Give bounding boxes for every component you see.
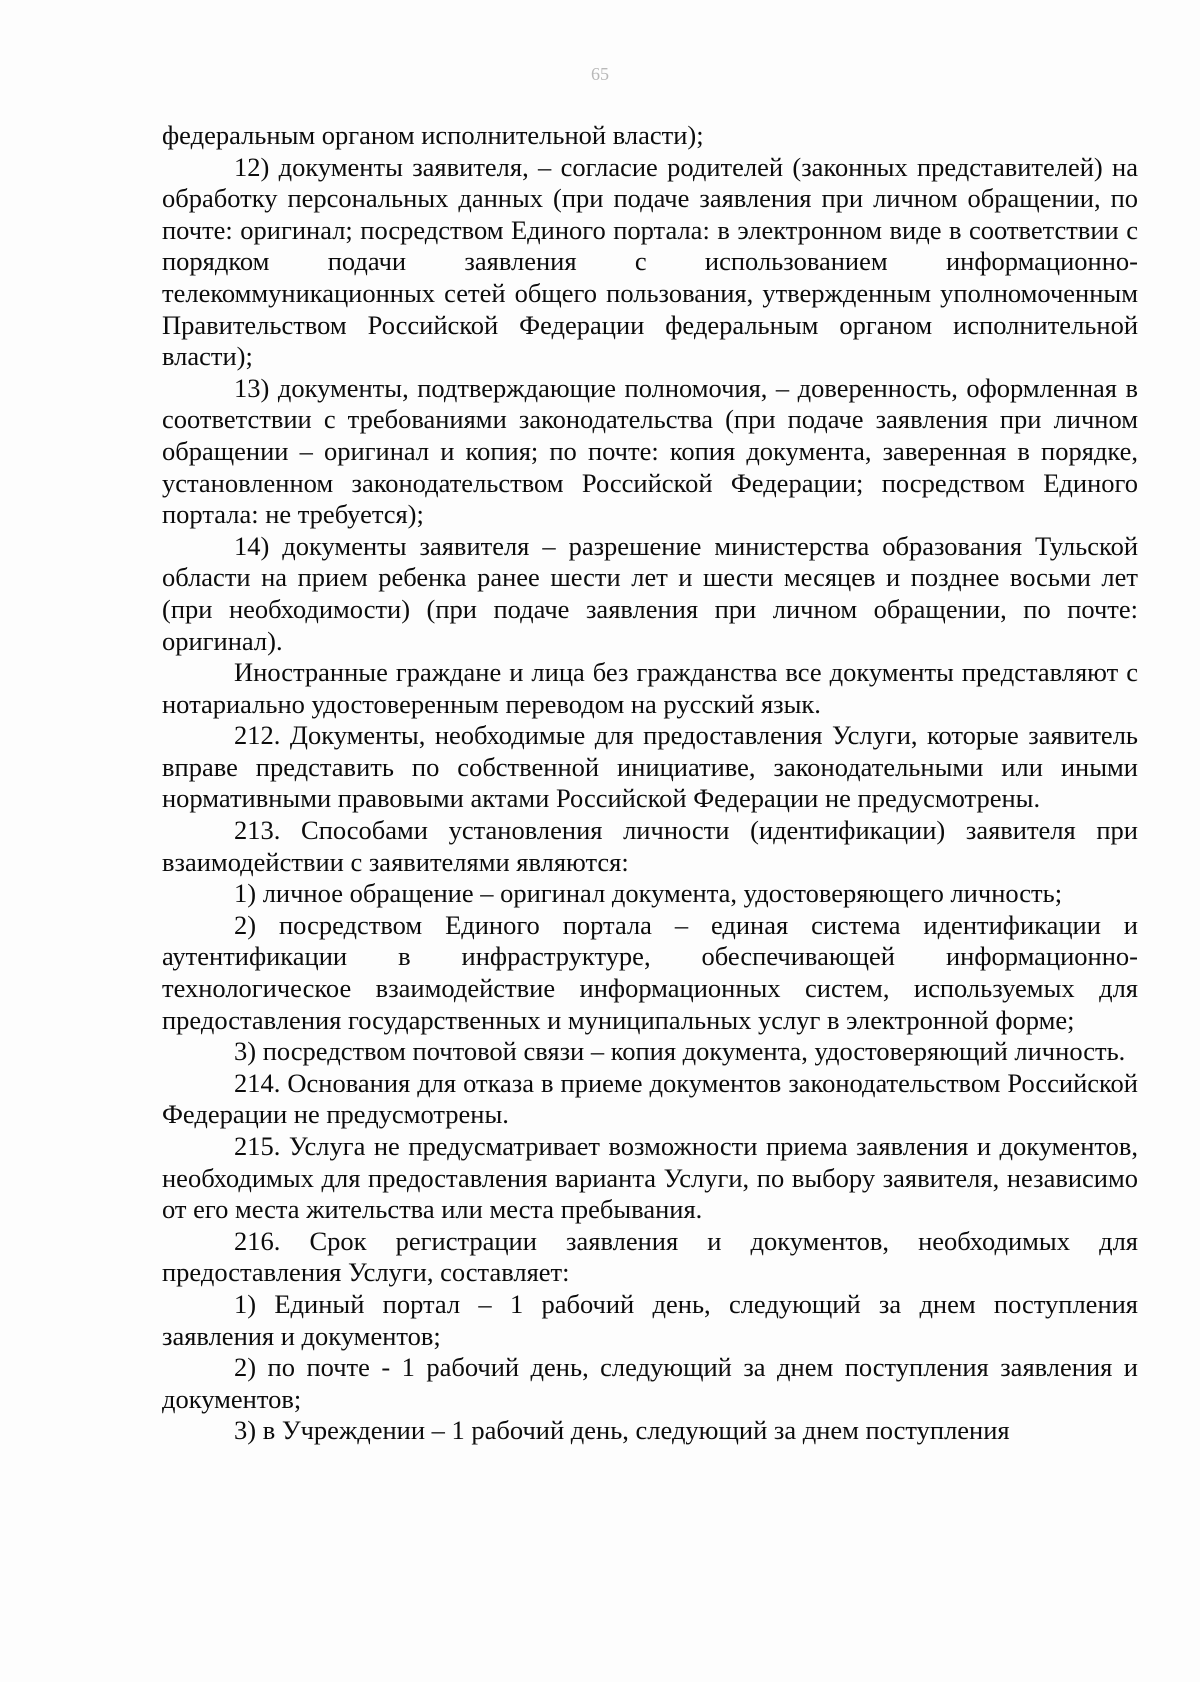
paragraph-item-12: 12) документы заявителя, – согласие родителей (законных представителей) на обработку персональных данных (при подаче заявления при личном обращении, по почте: оригинал; посредством Единого портала: в электронном виде в соответствии с порядком подачи заявления с использованием информационно-телекоммуникационных сетей общего пользования, утвержденным уполномоченным Правительством Российской Федерации федеральным органом исполнительной власти);	[162, 151, 1138, 372]
paragraph-214: 214. Основания для отказа в приеме документов законодательством Российской Федерации не предусмотрены.	[162, 1067, 1138, 1130]
paragraph-216-item-3: 3) в Учреждении – 1 рабочий день, следующий за днем поступления	[234, 1415, 1010, 1446]
paragraph-216-item-2: 2) по почте - 1 рабочий день, следующий за днем поступления заявления и документов;	[162, 1352, 1138, 1414]
page-number: 65	[591, 64, 609, 84]
paragraph-213-item-1: 1) личное обращение – оригинал документа, удостоверяющего личность;	[234, 878, 1063, 909]
paragraph-213-item-2: 2) посредством Единого портала – единая система идентификации и аутентификации в инфраструктуре, обеспечивающей информационно-технологическое взаимодействие информационных систем, используемых для предоставления государственных и муниципальных услуг в электронной форме;	[162, 909, 1138, 1035]
paragraph-215: 215. Услуга не предусматривает возможности приема заявления и документов, необходимых для предоставления варианта Услуги, по выбору заявителя, независимо от его места жительства или места пребывания.	[162, 1131, 1138, 1225]
paragraph-continuation: федеральным органом исполнительной власти);	[162, 120, 704, 150]
paragraph-foreign-citizens: Иностранные граждане и лица без гражданства все документы представляют с нотариально удостоверенным переводом на русский язык.	[162, 657, 1138, 719]
paragraph-213-item-3: 3) посредством почтовой связи – копия документа, удостоверяющий личность.	[234, 1036, 1126, 1067]
paragraph-216-item-1: 1) Единый портал – 1 рабочий день, следующий за днем поступления заявления и документов;	[162, 1288, 1138, 1351]
document-body	[162, 120, 1138, 1447]
paragraph-212: 212. Документы, необходимые для предоставления Услуги, которые заявитель вправе представить по собственной инициативе, законодательными или иными нормативными правовыми актами Российской Федерации не предусмотрены.	[162, 720, 1138, 814]
paragraph-216: 216. Срок регистрации заявления и документов, необходимых для предоставления Услуги, составляет:	[162, 1225, 1138, 1288]
paragraph-213: 213. Способами установления личности (идентификации) заявителя при взаимодействии с заявителями являются:	[162, 815, 1138, 877]
paragraph-item-14: 14) документы заявителя – разрешение министерства образования Тульской области на прием ребенка ранее шести лет и шести месяцев и позднее восьми лет (при необходимости) (при подаче заявления при личном обращении, по почте: оригинал).	[162, 530, 1138, 656]
paragraph-item-13: 13) документы, подтверждающие полномочия, – доверенность, оформленная в соответствии с требованиями законодательства (при подаче заявления при личном обращении – оригинал и копия; по почте: копия документа, заверенная в порядке, установленном законодательством Российской Федерации; посредством Единого портала: не требуется);	[162, 372, 1138, 530]
